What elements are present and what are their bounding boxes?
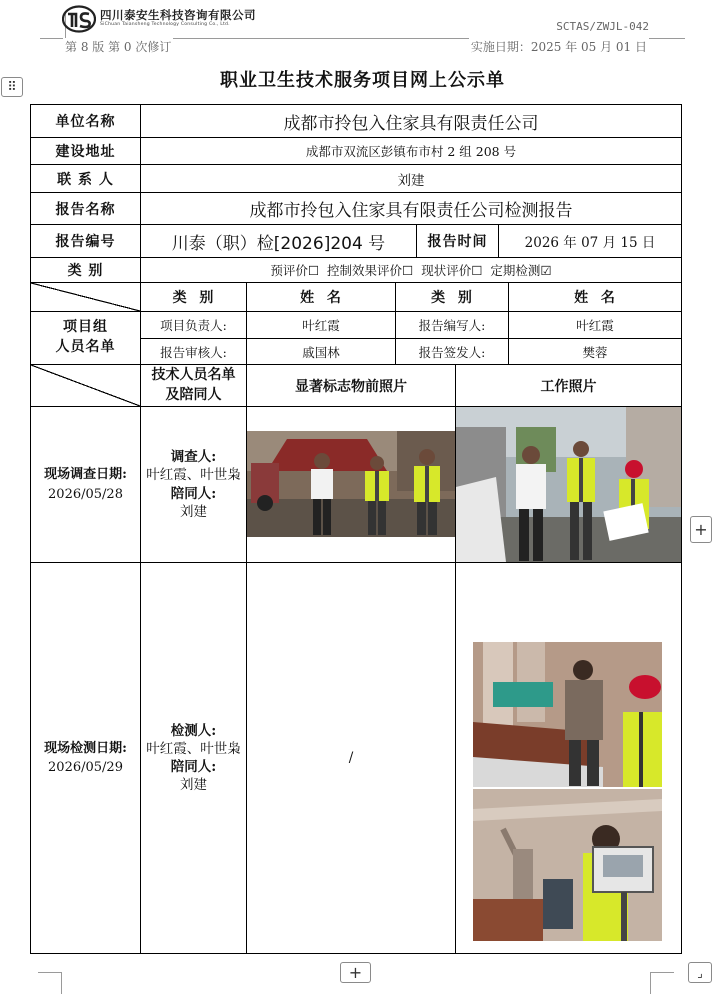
address-label: 建设地址 [30,137,141,165]
survey-date-label: 现场调查日期: [44,467,127,482]
team-role-report-reviewer: 报告审核人: [140,338,247,365]
company-logo [62,5,256,33]
table-move-handle[interactable]: ⠿ [1,77,23,97]
team-name-report-reviewer: 戚国林 [246,338,396,365]
team-label: 项目组 人员名单 [30,311,141,365]
edition-text: 第 8 版 第 0 次修订 [65,40,172,54]
report-name-label: 报告名称 [30,192,141,225]
detection-date-cell [30,562,141,954]
report-number-value: 川泰（职）检[2026]204 号 [140,224,417,258]
team-header-diagonal-cell [30,282,141,312]
effective-date: 实施日期：2025 年 05 月 01 日 [470,40,647,54]
unit-name-value: 成都市拎包入住家具有限责任公司 [140,104,682,138]
add-column-button[interactable]: + [690,516,712,543]
survey-date-value: 2026/05/28 [48,486,123,502]
report-number-label: 报告编号 [30,224,141,258]
detection-escort: 刘建 [180,777,207,794]
report-time-value: 2026 年 07 月 15 日 [498,224,682,258]
survey-staff-cell [140,406,247,563]
address-value: 成都市双流区彭镇布市村 2 组 208 号 [140,137,682,165]
unit-name-label: 单位名称 [30,104,141,138]
survey-escort: 刘建 [180,503,207,520]
detection-work-photo-2 [473,789,662,941]
survey-investigators: 叶红霞、叶世枭 [146,467,241,484]
staff-column-header: 技术人员名单 及陪同人 [140,364,247,407]
team-col-name-1: 姓 名 [246,282,396,312]
detection-escort-label: 陪同人: [170,759,217,775]
detection-staff-cell [140,562,247,954]
team-col-name-2: 姓 名 [508,282,682,312]
document-code: SCTAS/ZWJL-042 [556,20,649,33]
add-row-button[interactable]: + [340,962,371,983]
page-title: 职业卫生技术服务项目网上公示单 [220,70,505,91]
table-resize-handle[interactable]: ⌟ [688,962,712,983]
detection-date-value: 2026/05/29 [48,760,123,775]
company-name-cn: 四川泰安生科技咨询有限公司 [100,7,256,22]
report-time-label: 报告时间 [416,224,499,258]
category-label: 类 别 [30,257,141,283]
team-col-category-2: 类 别 [395,282,509,312]
company-name-en: SiChuan Taiansheng Technology Consulting Co., Ltd. [100,22,230,28]
disclosure-form [30,104,682,954]
team-role-project-lead: 项目负责人: [140,311,247,339]
corner-mark-bottom-left [38,972,62,994]
team-role-report-issuer: 报告签发人: [395,338,509,365]
detection-landmark-photo-placeholder: / [246,562,456,954]
detection-work-photo-1 [473,642,662,787]
corner-mark-bottom-right [650,972,674,994]
survey-date-cell [30,406,141,563]
report-name-value: 成都市拎包入住家具有限责任公司检测报告 [140,192,682,225]
detection-investigator-label: 检测人: [170,722,217,739]
detection-investigators: 叶红霞、叶世枭 [146,740,241,757]
survey-work-photo [456,407,681,562]
survey-escort-label: 陪同人: [170,485,217,502]
team-name-report-issuer: 樊蓉 [508,338,682,365]
photos-header-diagonal-cell [30,364,141,407]
survey-landmark-photo [247,431,455,537]
survey-investigator-label: 调查人: [170,449,217,466]
contact-value: 刘建 [140,164,682,193]
company-logo-icon [62,5,96,33]
landmark-photo-column-header: 显著标志物前照片 [246,364,456,407]
team-name-report-writer: 叶红霞 [508,311,682,339]
contact-label: 联 系 人 [30,164,141,193]
team-role-report-writer: 报告编写人: [395,311,509,339]
category-options: 预评价☐ 控制效果评价☐ 现状评价☐ 定期检测☑ [140,257,682,283]
team-col-category-1: 类 别 [140,282,247,312]
work-photo-column-header: 工作照片 [455,364,682,407]
detection-date-label: 现场检测日期: [44,740,127,756]
team-name-project-lead: 叶红霞 [246,311,396,339]
